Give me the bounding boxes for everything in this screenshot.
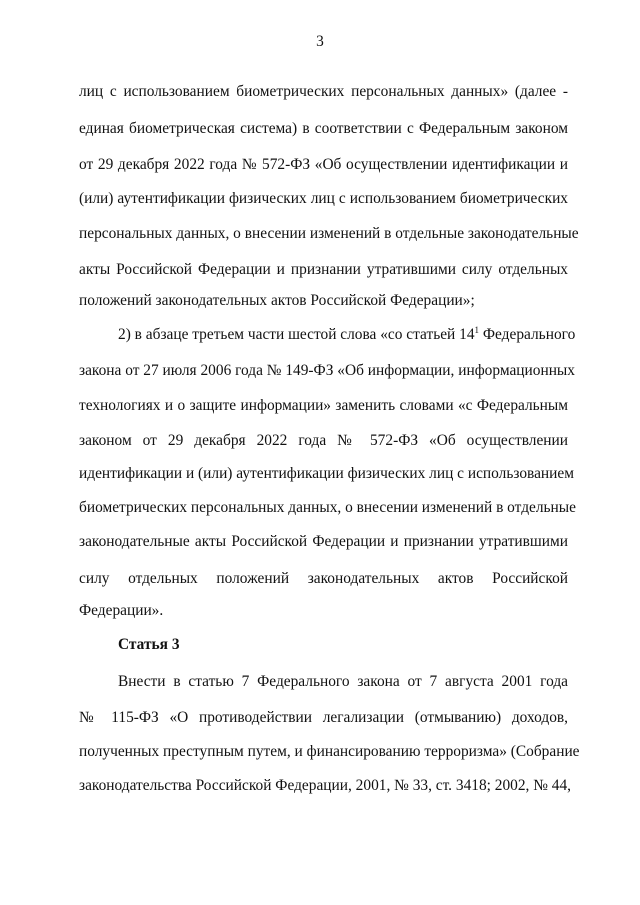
paragraph1-line-6: акты Российской Федерации и признании утратившими силу отдельных: [79, 261, 568, 278]
paragraph2-line-1: [118, 325, 576, 345]
paragraph2-superscript: 1: [474, 325, 480, 335]
paragraph3-line-4: законодательства Российской Федерации, 2001, № 33, ст. 3418; 2002, № 44,: [79, 777, 572, 794]
paragraph2-line-7: законодательные акты Российской Федерации и признании утратившими: [79, 533, 568, 550]
paragraph1-line-2: единая биометрическая система) в соответствии с Федеральным законом: [79, 120, 568, 137]
paragraph3-line-2: № 115-ФЗ «О противодействии легализации (отмыванию) доходов,: [79, 709, 568, 726]
paragraph1-line-1: лиц с использованием биометрических персональных данных» (далее -: [79, 83, 568, 100]
paragraph1-line-3: от 29 декабря 2022 года № 572-ФЗ «Об осуществлении идентификации и: [79, 156, 568, 173]
paragraph1-line-5: персональных данных, о внесении изменений в отдельные законодательные: [79, 225, 579, 242]
paragraph2-line-5: идентификации и (или) аутентификации физических лиц с использованием: [79, 465, 574, 482]
page-number: 3: [316, 33, 324, 50]
paragraph2-line-4: законом от 29 декабря 2022 года № 572-ФЗ «Об осуществлении: [79, 432, 568, 449]
paragraph1-line-7: положений законодательных актов Российской Федерации»;: [79, 292, 475, 309]
paragraph2-line-8: силу отдельных положений законодательных актов Российской: [79, 570, 568, 587]
paragraph1-line-4: (или) аутентификации физических лиц с использованием биометрических: [79, 190, 568, 207]
paragraph2-line-9: Федерации».: [79, 602, 164, 619]
article-heading: Статья 3: [118, 636, 180, 653]
paragraph2-line-6: биометрических персональных данных, о внесении изменений в отдельные: [79, 499, 576, 516]
paragraph3-line-1: Внести в статью 7 Федерального закона от 7 августа 2001 года: [118, 673, 568, 690]
paragraph2-line-1-tail: Федерального: [479, 326, 576, 343]
paragraph2-line-1-text: 2) в абзаце третьем части шестой слова «со статьей 14: [118, 326, 475, 343]
paragraph2-line-3: технологиях и о защите информации» заменить словами «с Федеральным: [79, 397, 568, 414]
paragraph3-line-3: полученных преступным путем, и финансированию терроризма» (Собрание: [79, 743, 580, 760]
paragraph2-line-2: закона от 27 июля 2006 года № 149-ФЗ «Об информации, информационных: [79, 362, 575, 379]
